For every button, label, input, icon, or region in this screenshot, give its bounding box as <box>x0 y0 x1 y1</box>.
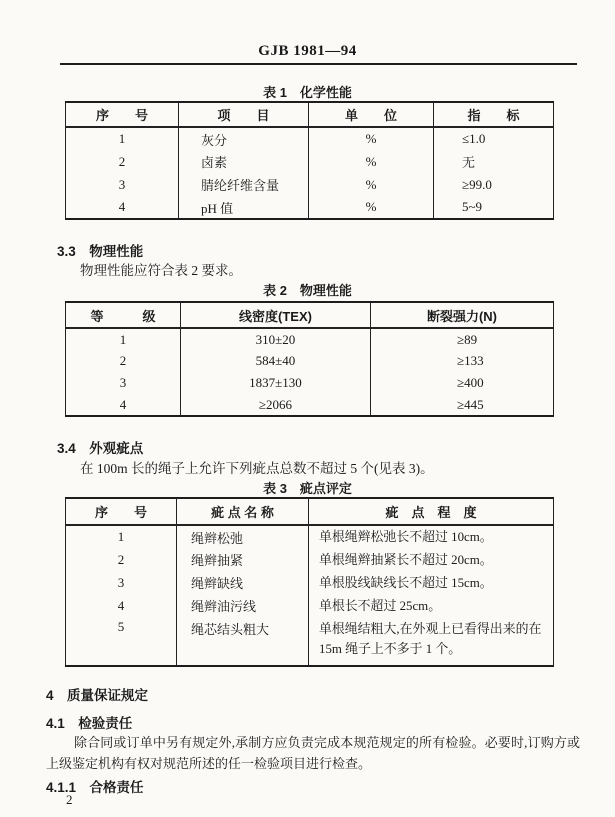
cell-grade: 4 <box>66 394 181 416</box>
table2-row <box>66 350 554 372</box>
cell-defect-name: 绳辫缺线 <box>177 571 309 594</box>
cell-item: pH 值 <box>179 196 309 219</box>
table3-row <box>66 617 554 666</box>
cell-strength: ≥133 <box>371 350 554 372</box>
table1-header-seq: 序 号 <box>66 102 179 127</box>
cell-defect-name: 绳芯结头粗大 <box>177 617 309 666</box>
table3-header-degree: 疵 点 程 度 <box>309 498 554 525</box>
cell-seq: 1 <box>66 127 179 150</box>
section-4-1-1-heading: 4.1.1 合格责任 <box>46 780 144 795</box>
cell-spec: ≤1.0 <box>434 127 554 150</box>
table3-row <box>66 525 554 548</box>
table2-header-row <box>66 302 554 328</box>
table1-row <box>66 173 554 196</box>
cell-grade: 2 <box>66 350 181 372</box>
table2-header-density: 线密度(TEX) <box>181 302 371 328</box>
cell-spec: ≥99.0 <box>434 173 554 196</box>
cell-defect-degree: 单根股线缺线长不超过 15cm。 <box>309 571 554 594</box>
table2-row <box>66 394 554 416</box>
table1-header-item: 项 目 <box>179 102 309 127</box>
table2-row <box>66 328 554 350</box>
cell-seq: 3 <box>66 571 177 594</box>
table2-row <box>66 372 554 394</box>
cell-defect-degree: 单根长不超过 25cm。 <box>309 594 554 617</box>
cell-item: 灰分 <box>179 127 309 150</box>
table2-physical-properties <box>65 301 554 417</box>
cell-grade: 1 <box>66 328 181 350</box>
cell-unit: % <box>309 150 434 173</box>
cell-defect-degree: 单根绳辫抽紧长不超过 20cm。 <box>309 548 554 571</box>
table3-header-row <box>66 498 554 525</box>
table1-header-spec: 指 标 <box>434 102 554 127</box>
cell-density: ≥2066 <box>181 394 371 416</box>
table3-row <box>66 594 554 617</box>
cell-strength: ≥89 <box>371 328 554 350</box>
cell-seq: 2 <box>66 548 177 571</box>
cell-defect-name: 绳辫油污线 <box>177 594 309 617</box>
table3-header-seq: 序 号 <box>66 498 177 525</box>
standard-number: GJB 1981—94 <box>258 43 357 59</box>
table2-header-strength: 断裂强力(N) <box>371 302 554 328</box>
cell-spec: 5~9 <box>434 196 554 219</box>
section-3-3-body: 物理性能应符合表 2 要求。 <box>80 263 242 278</box>
cell-strength: ≥400 <box>371 372 554 394</box>
section-3-3-heading: 3.3 物理性能 <box>57 244 144 259</box>
table1-header-row <box>66 102 554 127</box>
table1-row <box>66 196 554 219</box>
cell-item: 腈纶纤维含量 <box>179 173 309 196</box>
cell-seq: 2 <box>66 150 179 173</box>
table2-header-grade: 等 级 <box>66 302 181 328</box>
table1-row <box>66 150 554 173</box>
cell-density: 584±40 <box>181 350 371 372</box>
cell-spec: 无 <box>434 150 554 173</box>
section-4-heading: 4 质量保证规定 <box>46 688 149 703</box>
cell-defect-degree: 单根绳辫松弛长不超过 10cm。 <box>309 525 554 548</box>
cell-grade: 3 <box>66 372 181 394</box>
cell-item: 卤素 <box>179 150 309 173</box>
cell-defect-name: 绳辫松弛 <box>177 525 309 548</box>
cell-density: 310±20 <box>181 328 371 350</box>
cell-density: 1837±130 <box>181 372 371 394</box>
cell-strength: ≥445 <box>371 394 554 416</box>
cell-seq: 3 <box>66 173 179 196</box>
table1-chemical-properties <box>65 101 554 220</box>
cell-unit: % <box>309 127 434 150</box>
table3-row <box>66 571 554 594</box>
header-divider <box>60 63 577 65</box>
cell-seq: 4 <box>66 594 177 617</box>
table3-caption: 表 3 疵点评定 <box>263 481 352 496</box>
table3-defect-evaluation <box>65 497 554 667</box>
cell-seq: 4 <box>66 196 179 219</box>
cell-defect-degree: 单根绳结粗大,在外观上已看得出来的在 15m 绳子上不多于 1 个。 <box>309 617 554 666</box>
table2-caption: 表 2 物理性能 <box>263 283 352 298</box>
cell-unit: % <box>309 173 434 196</box>
cell-seq: 1 <box>66 525 177 548</box>
section-4-1-body: 除合同或订单中另有规定外,承制方应负责完成本规范规定的所有检验。必要时,订购方或上级鉴定机构有权对规范所述的任一检验项目进行检查。 <box>46 735 580 771</box>
table1-caption: 表 1 化学性能 <box>263 85 352 100</box>
cell-unit: % <box>309 196 434 219</box>
section-3-4-heading: 3.4 外观疵点 <box>57 441 144 456</box>
table3-header-name: 疵 点 名 称 <box>177 498 309 525</box>
table1-row <box>66 127 554 150</box>
section-3-4-body: 在 100m 长的绳子上允许下列疵点总数不超过 5 个(见表 3)。 <box>80 461 434 476</box>
table1-header-unit: 单 位 <box>309 102 434 127</box>
table3-row <box>66 548 554 571</box>
page-number: 2 <box>66 792 73 807</box>
cell-defect-name: 绳辫抽紧 <box>177 548 309 571</box>
cell-seq: 5 <box>66 617 177 666</box>
section-4-1-heading: 4.1 检验责任 <box>46 716 133 731</box>
